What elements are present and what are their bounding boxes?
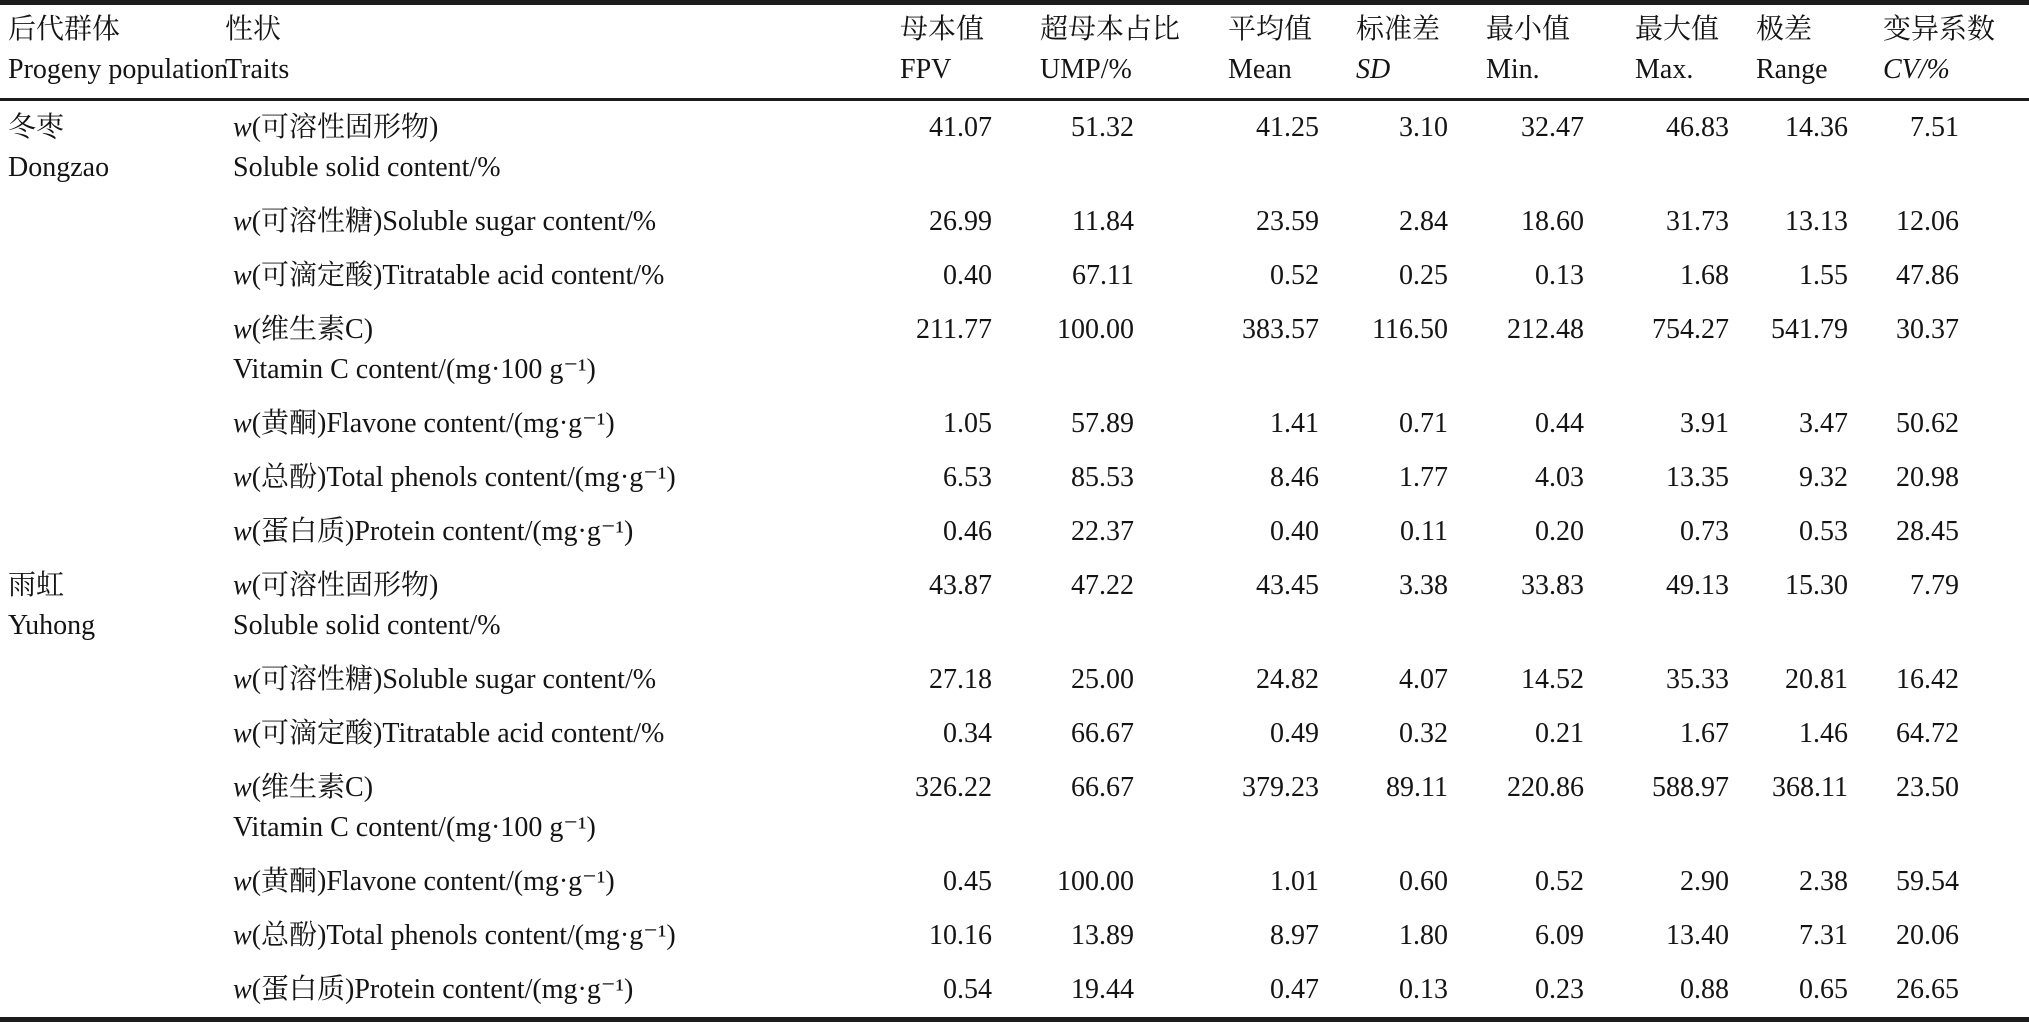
trait-name-en: Soluble sugar content/%: [382, 206, 657, 237]
value-cell-max: 2.90: [1680, 866, 1729, 897]
column-header-zh: 最小值: [1486, 14, 1571, 45]
trait-name-en: Protein content/(mg·g⁻¹): [354, 974, 634, 1005]
column-header-en: Max.: [1635, 54, 1694, 85]
value-cell-fpv: 43.87: [929, 570, 992, 601]
population-cell: [0, 100, 225, 560]
trait-symbol: w: [233, 112, 252, 143]
value-cell-max: 0.88: [1680, 974, 1729, 1005]
trait-name-zh: (维生素C): [251, 772, 374, 803]
value-cell-fpv: 1.05: [943, 408, 992, 439]
table-row: [0, 505, 2029, 559]
value-cell-min: 0.21: [1535, 718, 1584, 749]
value-cell-cv: 20.98: [1896, 462, 1959, 493]
table-row: [0, 249, 2029, 303]
value-cell-cv: 28.45: [1896, 516, 1959, 547]
table-row: [0, 195, 2029, 249]
value-cell-sd: 0.13: [1399, 974, 1448, 1005]
value-cell-min: 32.47: [1521, 112, 1584, 143]
value-cell-range: 9.32: [1799, 462, 1848, 493]
trait-name-zh: (维生素C): [251, 314, 374, 345]
value-cell-range: 3.47: [1799, 408, 1848, 439]
trait-name-en: Total phenols content/(mg·g⁻¹): [326, 462, 676, 493]
value-cell-cv: 47.86: [1896, 260, 1959, 291]
population-name-zh: 雨虹: [8, 570, 65, 601]
value-cell-cv: 7.79: [1910, 570, 1959, 601]
table-row: [0, 707, 2029, 761]
value-cell-range: 7.31: [1799, 920, 1848, 951]
trait-cell: [225, 761, 900, 855]
population-cell: [0, 559, 225, 1020]
trait-symbol: w: [233, 866, 252, 897]
value-cell-sd: 116.50: [1372, 314, 1448, 345]
value-cell-fpv: 0.54: [943, 974, 992, 1005]
value-cell-mean: 1.01: [1270, 866, 1319, 897]
trait-symbol: w: [233, 570, 252, 601]
value-cell-mean: 0.47: [1270, 974, 1319, 1005]
column-header-en: SD: [1356, 54, 1391, 85]
value-cell-fpv: 211.77: [916, 314, 992, 345]
value-cell-fpv: 0.40: [943, 260, 992, 291]
value-cell-min: 0.13: [1535, 260, 1584, 291]
table-body: [0, 100, 2029, 1020]
value-cell-range: 2.38: [1799, 866, 1848, 897]
trait-name-en: Flavone content/(mg·g⁻¹): [326, 866, 615, 897]
value-cell-min: 0.23: [1535, 974, 1584, 1005]
trait-line-1: [233, 108, 900, 148]
value-cell-ump: 25.00: [1071, 664, 1134, 695]
trait-name-zh: (可溶性糖): [251, 206, 383, 237]
value-cell-fpv: 0.34: [943, 718, 992, 749]
value-cell-max: 754.27: [1652, 314, 1729, 345]
trait-name-zh: (可溶性糖): [251, 664, 383, 695]
table-row: [0, 397, 2029, 451]
value-cell-ump: 13.89: [1071, 920, 1134, 951]
trait-name-zh: (总酚): [251, 462, 327, 493]
trait-name-en: Soluble solid content/%: [233, 610, 501, 641]
value-cell-min: 18.60: [1521, 206, 1584, 237]
value-cell-sd: 0.11: [1400, 516, 1448, 547]
value-cell-max: 31.73: [1666, 206, 1729, 237]
trait-line-1: [233, 566, 900, 606]
trait-symbol: w: [233, 260, 252, 291]
trait-name-zh: (总酚): [251, 920, 327, 951]
column-header-zh: 母本值: [900, 14, 985, 45]
value-cell-max: 0.73: [1680, 516, 1729, 547]
column-header-cv: [1863, 3, 2029, 100]
trait-line-1: [233, 458, 900, 498]
value-cell-range: 0.65: [1799, 974, 1848, 1005]
column-header-zh: 极差: [1756, 14, 1813, 45]
value-cell-range: 1.55: [1799, 260, 1848, 291]
value-cell-max: 49.13: [1666, 570, 1729, 601]
trait-cell: [225, 909, 900, 963]
value-cell-min: 220.86: [1507, 772, 1584, 803]
trait-symbol: w: [233, 920, 252, 951]
header-row: [0, 3, 2029, 100]
column-header-sd: [1330, 3, 1460, 100]
value-cell-max: 1.68: [1680, 260, 1729, 291]
value-cell-fpv: 26.99: [929, 206, 992, 237]
trait-name-en: Total phenols content/(mg·g⁻¹): [326, 920, 676, 951]
column-header-population: [0, 3, 229, 100]
trait-line-1: [233, 310, 900, 350]
trait-cell: [225, 195, 900, 249]
value-cell-mean: 379.23: [1242, 772, 1319, 803]
trait-symbol: w: [233, 408, 252, 439]
value-cell-cv: 30.37: [1896, 314, 1959, 345]
trait-line-1: [233, 916, 900, 956]
value-cell-ump: 57.89: [1071, 408, 1134, 439]
value-cell-cv: 64.72: [1896, 718, 1959, 749]
value-cell-range: 14.36: [1785, 112, 1848, 143]
value-cell-fpv: 326.22: [915, 772, 992, 803]
column-header-en: Mean: [1228, 54, 1292, 85]
table-row: [0, 855, 2029, 909]
trait-name-en: Protein content/(mg·g⁻¹): [354, 516, 634, 547]
trait-symbol: w: [233, 974, 252, 1005]
trait-name-zh: (可滴定酸): [251, 260, 383, 291]
value-cell-max: 3.91: [1680, 408, 1729, 439]
value-cell-range: 1.46: [1799, 718, 1848, 749]
column-header-fpv: [900, 3, 1000, 100]
column-header-zh: 后代群体: [8, 14, 121, 45]
value-cell-range: 541.79: [1771, 314, 1848, 345]
value-cell-min: 0.44: [1535, 408, 1584, 439]
value-cell-mean: 0.49: [1270, 718, 1319, 749]
trait-name-zh: (蛋白质): [251, 516, 355, 547]
value-cell-fpv: 6.53: [943, 462, 992, 493]
trait-cell: [225, 963, 900, 1020]
column-header-range: [1745, 3, 1863, 100]
column-header-min: [1460, 3, 1600, 100]
value-cell-range: 368.11: [1772, 772, 1848, 803]
value-cell-max: 13.40: [1666, 920, 1729, 951]
column-header-ump: [1000, 3, 1181, 100]
table-row: [0, 909, 2029, 963]
trait-name-zh: (可滴定酸): [251, 718, 383, 749]
value-cell-sd: 0.32: [1399, 718, 1448, 749]
value-cell-max: 13.35: [1666, 462, 1729, 493]
trait-name-en: Titratable acid content/%: [382, 260, 665, 291]
value-cell-ump: 11.84: [1072, 206, 1134, 237]
value-cell-fpv: 10.16: [929, 920, 992, 951]
value-cell-range: 20.81: [1785, 664, 1848, 695]
trait-line-1: [233, 202, 900, 242]
column-header-zh: 最大值: [1635, 14, 1720, 45]
value-cell-mean: 8.97: [1270, 920, 1319, 951]
column-header-en: CV/%: [1883, 54, 1950, 85]
value-cell-cv: 59.54: [1896, 866, 1959, 897]
value-cell-ump: 47.22: [1071, 570, 1134, 601]
value-cell-max: 46.83: [1666, 112, 1729, 143]
trait-name-en: Titratable acid content/%: [382, 718, 665, 749]
value-cell-ump: 22.37: [1071, 516, 1134, 547]
value-cell-min: 212.48: [1507, 314, 1584, 345]
value-cell-fpv: 0.45: [943, 866, 992, 897]
value-cell-min: 6.09: [1535, 920, 1584, 951]
value-cell-max: 588.97: [1652, 772, 1729, 803]
trait-name-zh: (可溶性固形物): [251, 570, 439, 601]
value-cell-sd: 4.07: [1399, 664, 1448, 695]
value-cell-fpv: 0.46: [943, 516, 992, 547]
trait-symbol: w: [233, 664, 252, 695]
trait-cell: [225, 653, 900, 707]
trait-name-en: Flavone content/(mg·g⁻¹): [326, 408, 615, 439]
value-cell-mean: 1.41: [1270, 408, 1319, 439]
trait-symbol: w: [233, 516, 252, 547]
value-cell-ump: 66.67: [1071, 772, 1134, 803]
trait-cell: [225, 100, 900, 196]
value-cell-sd: 1.77: [1399, 462, 1448, 493]
trait-name-en: Vitamin C content/(mg·100 g⁻¹): [233, 812, 596, 843]
value-cell-sd: 0.25: [1399, 260, 1448, 291]
column-header-zh: 变异系数: [1883, 14, 1996, 45]
table-row: [0, 559, 2029, 653]
value-cell-fpv: 27.18: [929, 664, 992, 695]
trait-line-1: [233, 256, 900, 296]
value-cell-sd: 89.11: [1386, 772, 1448, 803]
trait-name-en: Soluble sugar content/%: [382, 664, 657, 695]
trait-cell: [225, 559, 900, 653]
value-cell-sd: 3.10: [1399, 112, 1448, 143]
table-row: [0, 451, 2029, 505]
table-row: [0, 653, 2029, 707]
value-cell-min: 4.03: [1535, 462, 1584, 493]
trait-name-en: Soluble solid content/%: [233, 152, 501, 183]
value-cell-mean: 8.46: [1270, 462, 1319, 493]
value-cell-cv: 7.51: [1910, 112, 1959, 143]
column-header-traits: [225, 3, 900, 100]
trait-cell: [225, 707, 900, 761]
value-cell-sd: 3.38: [1399, 570, 1448, 601]
column-header-en: UMP/%: [1040, 54, 1132, 85]
value-cell-ump: 66.67: [1071, 718, 1134, 749]
column-header-en: Range: [1756, 54, 1828, 85]
value-cell-mean: 0.52: [1270, 260, 1319, 291]
value-cell-cv: 26.65: [1896, 974, 1959, 1005]
value-cell-ump: 19.44: [1071, 974, 1134, 1005]
value-cell-cv: 50.62: [1896, 408, 1959, 439]
trait-line-1: [233, 714, 900, 754]
column-header-zh: 标准差: [1356, 14, 1441, 45]
table-row: [0, 963, 2029, 1020]
value-cell-range: 0.53: [1799, 516, 1848, 547]
table-row: [0, 303, 2029, 397]
value-cell-ump: 51.32: [1071, 112, 1134, 143]
trait-cell: [225, 249, 900, 303]
value-cell-fpv: 41.07: [929, 112, 992, 143]
value-cell-mean: 23.59: [1256, 206, 1319, 237]
value-cell-cv: 16.42: [1896, 664, 1959, 695]
trait-line-1: [233, 660, 900, 700]
trait-line-1: [233, 768, 900, 808]
value-cell-min: 0.20: [1535, 516, 1584, 547]
value-cell-cv: 20.06: [1896, 920, 1959, 951]
value-cell-mean: 0.40: [1270, 516, 1319, 547]
value-cell-sd: 0.60: [1399, 866, 1448, 897]
column-header-zh: 平均值: [1228, 14, 1313, 45]
table-row: [0, 100, 2029, 196]
population-name-en: Dongzao: [8, 152, 110, 183]
value-cell-ump: 67.11: [1072, 260, 1134, 291]
column-header-max: [1600, 3, 1745, 100]
value-cell-range: 15.30: [1785, 570, 1848, 601]
column-header-en: Traits: [225, 54, 290, 85]
value-cell-max: 1.67: [1680, 718, 1729, 749]
column-header-zh: 超母本占比: [1040, 14, 1181, 45]
trait-cell: [225, 855, 900, 909]
trait-cell: [225, 303, 900, 397]
table-header: [0, 3, 2029, 100]
value-cell-mean: 41.25: [1256, 112, 1319, 143]
trait-symbol: w: [233, 314, 252, 345]
value-cell-sd: 0.71: [1399, 408, 1448, 439]
value-cell-range: 13.13: [1785, 206, 1848, 237]
value-cell-mean: 383.57: [1242, 314, 1319, 345]
trait-cell: [225, 397, 900, 451]
trait-name-zh: (蛋白质): [251, 974, 355, 1005]
value-cell-mean: 43.45: [1256, 570, 1319, 601]
table-row: [0, 761, 2029, 855]
trait-cell: [225, 451, 900, 505]
trait-line-1: [233, 404, 900, 444]
trait-name-zh: (黄酮): [251, 866, 327, 897]
value-cell-sd: 1.80: [1399, 920, 1448, 951]
trait-cell: [225, 505, 900, 559]
trait-symbol: w: [233, 718, 252, 749]
value-cell-sd: 2.84: [1399, 206, 1448, 237]
value-cell-ump: 100.00: [1057, 314, 1134, 345]
trait-line-1: [233, 862, 900, 902]
population-name-en: Yuhong: [8, 610, 96, 641]
column-header-zh: 性状: [225, 14, 282, 45]
trait-symbol: w: [233, 772, 252, 803]
value-cell-min: 14.52: [1521, 664, 1584, 695]
value-cell-cv: 12.06: [1896, 206, 1959, 237]
trait-name-zh: (可溶性固形物): [251, 112, 439, 143]
column-header-en: FPV: [900, 54, 952, 85]
column-header-en: Min.: [1486, 54, 1540, 85]
column-header-en: Progeny population: [8, 54, 229, 85]
trait-symbol: w: [233, 462, 252, 493]
population-name-zh: 冬枣: [8, 112, 65, 143]
value-cell-cv: 23.50: [1896, 772, 1959, 803]
trait-symbol: w: [233, 206, 252, 237]
trait-name-zh: (黄酮): [251, 408, 327, 439]
value-cell-ump: 100.00: [1057, 866, 1134, 897]
trait-line-1: [233, 512, 900, 552]
value-cell-min: 0.52: [1535, 866, 1584, 897]
value-cell-ump: 85.53: [1071, 462, 1134, 493]
value-cell-min: 33.83: [1521, 570, 1584, 601]
value-cell-mean: 24.82: [1256, 664, 1319, 695]
trait-name-en: Vitamin C content/(mg·100 g⁻¹): [233, 354, 596, 385]
value-cell-max: 35.33: [1666, 664, 1729, 695]
trait-line-1: [233, 970, 900, 1010]
